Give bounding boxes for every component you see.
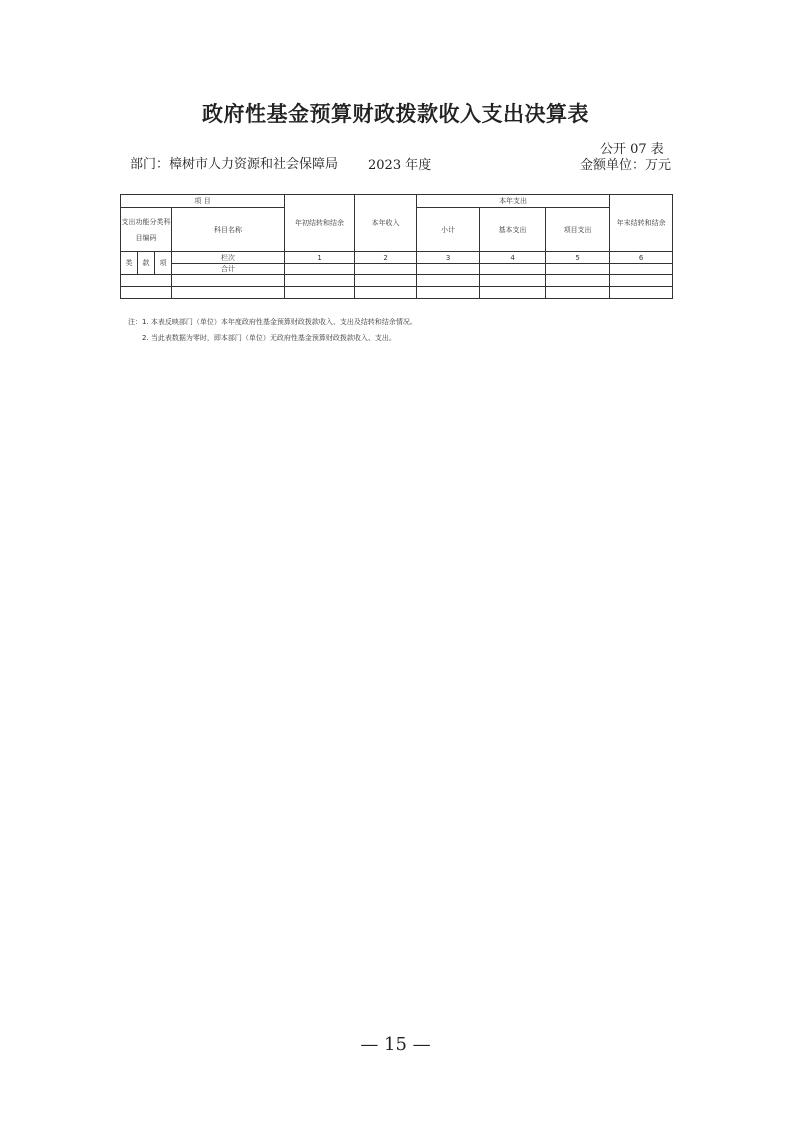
lanci-3: 3 bbox=[417, 252, 480, 264]
page-number: — 15 — bbox=[360, 1034, 431, 1055]
table-cell bbox=[172, 275, 285, 287]
table-cell bbox=[417, 287, 480, 299]
col-project-expense: 项目支出 bbox=[546, 208, 610, 252]
table-cell bbox=[285, 264, 355, 275]
table-cell bbox=[355, 275, 417, 287]
table-cell bbox=[417, 264, 480, 275]
table-cell bbox=[172, 287, 285, 299]
item-header: 项 目 bbox=[121, 195, 285, 208]
note-1: 注：1. 本表反映部门（单位）本年度政府性基金预算财政拨款收入、支出及结转和结余情况。 bbox=[128, 318, 417, 326]
lanci-6: 6 bbox=[610, 252, 673, 264]
col-expense-group: 本年支出 bbox=[417, 195, 610, 208]
lanci-4: 4 bbox=[480, 252, 546, 264]
col-income: 本年收入 bbox=[355, 195, 417, 252]
table-cell bbox=[610, 275, 673, 287]
lanci-2: 2 bbox=[355, 252, 417, 264]
col-closing-balance: 年末结转和结余 bbox=[610, 195, 673, 252]
table-cell bbox=[610, 264, 673, 275]
table-cell bbox=[355, 264, 417, 275]
table-cell bbox=[417, 275, 480, 287]
lanci-5: 5 bbox=[546, 252, 610, 264]
sub-xiang: 项 bbox=[155, 252, 172, 275]
col-subtotal: 小计 bbox=[417, 208, 480, 252]
lanci-1: 1 bbox=[285, 252, 355, 264]
function-code-header: 支出功能分类科目编码 bbox=[121, 208, 172, 252]
table-cell bbox=[610, 287, 673, 299]
table-cell bbox=[546, 287, 610, 299]
table-cell bbox=[121, 275, 172, 287]
form-number: 公开 07 表 bbox=[600, 142, 664, 157]
col-opening-balance: 年初结转和结余 bbox=[285, 195, 355, 252]
table-cell bbox=[285, 275, 355, 287]
table-cell bbox=[546, 275, 610, 287]
table-cell bbox=[480, 264, 546, 275]
amount-unit: 金额单位：万元 bbox=[580, 158, 672, 173]
table-cell bbox=[121, 287, 172, 299]
table-notes bbox=[128, 314, 417, 346]
table-cell bbox=[480, 287, 546, 299]
subject-name-header: 科目名称 bbox=[172, 208, 285, 252]
table-cell bbox=[355, 287, 417, 299]
budget-table bbox=[120, 194, 673, 299]
row-total-label: 合计 bbox=[172, 264, 285, 275]
col-basic-expense: 基本支出 bbox=[480, 208, 546, 252]
fiscal-year: 2023 年度 bbox=[368, 158, 432, 173]
department-label: 部门：樟树市人力资源和社会保障局 bbox=[130, 157, 339, 172]
table-cell bbox=[285, 287, 355, 299]
note-2: 2. 当此表数据为零时，即本部门（单位）无政府性基金预算财政拨款收入、支出。 bbox=[142, 334, 396, 342]
sub-kuan: 款 bbox=[138, 252, 155, 275]
page-title: 政府性基金预算财政拨款收入支出决算表 bbox=[202, 102, 589, 126]
table-cell bbox=[546, 264, 610, 275]
row-lanci-label: 栏次 bbox=[172, 252, 285, 264]
table-cell bbox=[480, 275, 546, 287]
sub-lei: 类 bbox=[121, 252, 138, 275]
